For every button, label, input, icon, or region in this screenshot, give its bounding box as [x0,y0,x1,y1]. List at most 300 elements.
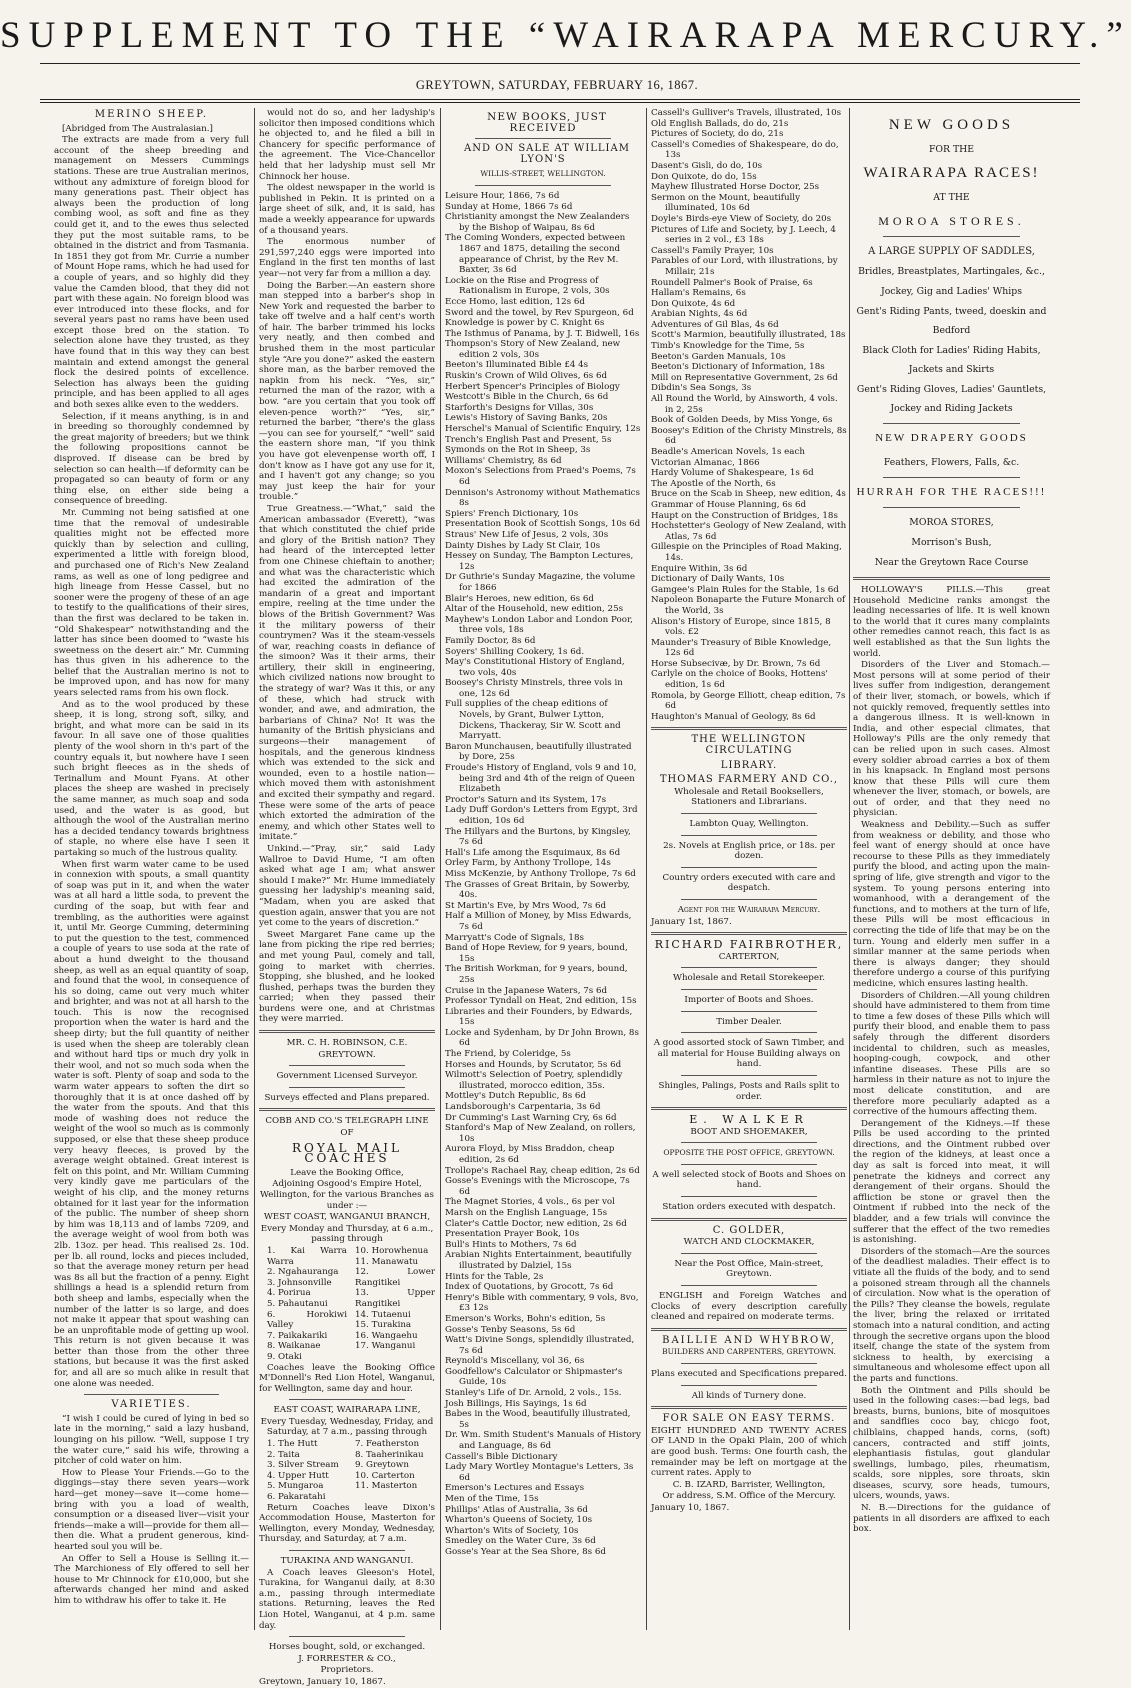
book-item: Marryatt's Code of Signals, 18s [445,932,584,943]
book-item: Cassell's Gulliver's Travels, illustrated, 10s [651,108,842,118]
moroa-heading: MOROA STORES. [878,214,1025,228]
book-item: Christianity amongst the New Zealanders by the Bishop of Waipau, 8s 6d [445,212,630,233]
book-item: Boosey's Edition of the Christy Minstrels, 8s 6d [651,425,847,447]
book-item: Froude's History of England, vols 9 and 10, being 3rd and 4th of the reign of Queen Elizabeth [445,763,637,795]
golder-text: ENGLISH and Foreign Watches and Clocks of every description carefully cleaned and repaired on moderate terms. [651,1291,847,1323]
book-item: Proctor's Saturn and its System, 17s [445,794,607,805]
cobb-west-days: Every Monday and Thursday, at 6 a.m., passing through [260,1223,434,1245]
column-divider [440,108,441,1630]
baillie-trade: BUILDERS AND CARPENTERS, GREYTOWN. [662,1347,836,1357]
varieties-continued [259,108,435,1025]
baillie-ad [651,1336,847,1401]
book-item: Watt's Divine Songs, splendidly illustrated, 7s 6d [445,1335,635,1356]
book-item: Symonds on the Rot in Sheep, 3s [445,445,591,456]
book-item: Beadle's American Novels, 1s each [651,447,805,457]
book-item: The Hillyars and the Burtons, by Kingsley, 7s 6d [445,826,631,848]
book-item: May's Constitutional History of England, two vols, 40s [445,657,625,678]
fairbrother-ad [651,940,847,1102]
book-item: Sunday at Home, 1866 7s 6d [445,201,573,212]
stop-item: 9. Greytown [355,1460,409,1471]
west-return: Coaches leave the Booking Office M'Donnell's Red Lion Hotel, Wanganui, for Wellington, same day and hour. [259,1362,435,1394]
book-item: Parables of our Lord, with illustrations, by Millair, 21s [651,256,838,277]
book-item: Dr. Wm. Smith Student's Manuals of History and Language, 8s 6d [445,1430,641,1452]
library-novels: 2s. Novels at English price, or 18s. per dozen. [663,840,835,862]
paragraph: Disorders of Children.—All young children should have administered to them from time to time a few doses of these Pills which will purify their blood, and enable them to pass safely through the different disorders incidental to children, such as measles, hooping-cough, cowpock, and other infantine diseases. These Pills are so harmless in their nature as not to injure the most delicate constitution, and are therefore more peculiarly adapted as a corrective of the humours affecting them. [853,990,1050,1118]
paragraph: Selection, if it means anything, is in and in breeding so thoroughly condemned by the great majority of breeders; but we think the following propositions cannot be disproved. If disease can be bred by selection so can health—if deformity can be propagated so can beauty of form or any thing else, on either side being a consequence of breeding. [54,411,249,507]
east-stops [259,1439,435,1503]
book-item: Bruce on the Scab in Sheep, new edition, 4s [651,489,846,500]
divider [681,1253,817,1254]
divider [681,1196,817,1197]
book-item: Phillips' Atlas of Australia, 3s 6d [445,1504,588,1515]
column-3 [445,108,641,1630]
east-coast [259,1405,435,1438]
book-item: Beeton's Dictionary of Information, 18s [651,362,825,373]
book-item: Cassell's Comedies of Shakespeare, do do, 13s [651,139,839,161]
paragraph: The enormous number of 291,597,240 eggs were imported into England in the first ten months of last year—not very far from a million a day. [259,237,435,279]
divider [681,1011,817,1012]
book-item: Pictures of Life and Society, by J. Leech, 4 series in 2 vol., £3 18s [651,224,836,246]
library-agent: Agent for the Wairarapa Mercury. [677,904,821,915]
paragraph: The oldest newspaper in the world is published in Pekin. It is printed on a large sheet of silk, and, it is said, has made a weekly appearance for upwards of a thousand years. [259,183,435,236]
cobb-leave: Leave the Booking Office, [290,1167,404,1178]
book-item: Dr Guthrie's Sunday Magazine, the volume for 1866 [445,572,636,593]
book-item: Wilmott's Selection of Poetry, splendidly illustrated, morocco edition, 35s. [445,1070,623,1091]
divider [259,1030,435,1033]
book-item: Don Quixote, 4s 6d [651,298,736,309]
paragraph: Doing the Barber.—An eastern shore man stepped into a barber's shop in New York and requested the barber to take off twelve and a half cent's worth of hair. The barber trimmed his locks very neatly, and then combed and brushed them in the most particular style “Are you done?” asked the eastern shore man, as the barber removed the napkin from his neck. “Yes, sir,” returned the man of the razor, with a bow. “are you certain that you took off eleven-pence worth?” “Yes, sir,” returned the barber, “there's the glass—you can see for yourself,” “well” said the eastern shore man, “if you think you have got elevenpense worth off, I don't know as I have got any use for it, and I haven't got any change; so you may just keep the hair for your trouble.” [259,280,435,503]
book-item: Hallam's Remains, 6s [651,288,746,299]
paragraph: The extracts are made from a very full account of the sheep breeding and management on Messers Cummings stations. These are true Australian merinos, without any admixture of foreign blood for many generations past. Their object has always been the production of long combing wool, as soft and fine as they could get it, and to the ewes thus selected they put the most suitable rams, to be obtained in the district and from Tasmania. In 1851 they got from Mr. Currie a number of Mount Hope rams, which he had used for a couple of years, and so highly did they value the Camden blood, that they did not part with these again. No foreign blood was ever introduced into these flocks, and for several years past no rams have been used except those bred on the station. To selection alone have they trusted, as they have found that in this way they can best maintain and extend amongst the general flock the desired points of excellence. Selection has always been the guiding principle, and has been applied to all ages and both sexes alike even to the wedders. [54,135,249,411]
book-item: Henry's Bible with commentary, 9 vols, 8vo, £3 12s [445,1292,639,1314]
forrester-name: J. FORRESTER & CO., [298,1653,396,1664]
proprietors: Proprietors. [320,1665,374,1676]
book-item: Alison's History of Europe, since 1815, 8 vols. £2 [651,616,831,638]
turakina [259,1556,435,1567]
fairbrother-l1: Wholesale and Retail Storekeeper. [673,973,825,984]
stop-item: 3. Johnsonville [267,1277,332,1288]
fairbrother-l5: Shingles, Palings, Posts and Rails split to order. [658,1080,840,1102]
library-firm: THOMAS FARMERY AND CO., [659,774,839,786]
library-address: Lambton Quay, Wellington. [689,819,809,829]
column-2 [259,108,435,1687]
paragraph: would not do so, and her ladyship's solicitor then imposed conditions which he objected to, and he filed a bill in Chancery for specific performance of the agreement. The Vice-Chancellor held that her ladyship must sell Mr Chinnock her house. [259,108,435,182]
book-item: Old English Ballads, do do, 21s [651,118,789,129]
drapery-heading: NEW DRAPERY GOODS [875,432,1028,444]
baillie-l1: Plans executed and Specifications prepared. [651,1369,847,1379]
divider [289,1399,405,1400]
fairbrother-name: RICHARD FAIRBROTHER, [654,938,844,952]
book-item: Arabian Nights, 4s 6d [651,309,748,320]
book-list-continued [651,108,847,722]
paragraph: Disorders of the stomach—Are the sources of the deadliest maladies. Their effect is to vitiate all the fluids of the body, and to send a poisoned stream through all the channels of circulation. Now what is the operation of the Pills? They cleanse the bowels, regulate the liver, bring the relaxed or irritated stomach into a natural condition, and acting through the secretive organs upon the blood itself, change the state of the system from sickness to health, by exercising a simultaneous and wholesome effect upon all the parts and functions. [853,1246,1050,1384]
east-stops-left [259,1439,347,1503]
library-title-1: THE WELLINGTON CIRCULATING [691,734,807,757]
stop-item: 7. Featherston [355,1439,420,1450]
walker-l2: Station orders executed with despatch. [662,1202,836,1213]
book-item: Babes in the Wood, beautifully illustrated, 5s [445,1409,631,1430]
goods-item: Bridles, Breastplates, Martingales, &c., [858,266,1045,277]
varieties-article [54,1414,249,1607]
divider [681,835,817,836]
book-item: Stanford's Map of New Zealand, on rollers, 10s [445,1123,636,1144]
book-item: Lockie on the Rise and Progress of Rationalism in Europe, 2 vols, 30s [445,275,610,297]
golder-name: C. GOLDER, [712,1224,786,1236]
goods-item: Gent's Riding Pants, tweed, doeskin and Bedford [856,306,1047,336]
sale-footer [651,1480,847,1514]
masthead-rule [40,63,1080,64]
at-the: AT THE [933,192,970,203]
varieties-heading: VARIETIES. [111,1399,192,1411]
book-item: Williams' Chemistry, 8s 6d [445,455,562,466]
book-item: Hochstetter's Geology of New Zealand, with Atlas, 7s 6d [651,521,847,542]
east-stops-right [347,1439,435,1503]
stop-item: 9. Otaki [267,1351,302,1362]
fairbrother-town: CARTERTON, [718,951,780,962]
stop-item: 12. Lower Rangitikei [355,1267,435,1288]
column-1 [54,108,249,1630]
divider [681,867,817,868]
book-item: Libraries and their Founders, by Edwards, 15s [445,1006,633,1028]
supply-line: A LARGE SUPPLY OF SADDLES, [868,246,1035,257]
column-4 [651,108,847,1630]
cobb-royal: ROYAL MAIL COACHES [292,1140,402,1166]
divider [853,577,1050,580]
divider [651,1107,847,1110]
book-item: Hessey on Sunday, The Bampton Lectures, 12s [445,551,634,572]
sale-office: Or address, S.M. Office of the Mercury. [662,1491,836,1502]
book-item: Reynold's Miscellany, vol 36, 6s [445,1356,585,1367]
stop-item: 6. Pakaratahi [267,1492,326,1503]
library-trade: Wholesale and Retail Booksellers, Stationers and Librarians. [674,786,824,808]
book-item: Presentation Prayer Book, 10s [445,1229,580,1240]
robinson-town: GREYTOWN. [318,1049,376,1060]
stop-item: 8. Taaherinikau [355,1449,424,1460]
divider [84,1394,219,1395]
stop-item: 1. Kai Warra Warra [267,1245,347,1267]
divider [259,1108,435,1111]
book-item: Landsborough's Carpentaria, 3s 6d [445,1102,601,1113]
book-item: Romola, by George Elliott, cheap edition, 7s 6d [651,690,846,712]
stop-item: 14. Tutaenui [355,1309,411,1320]
book-item: Hints for the Table, 2s [445,1271,544,1282]
book-item: Wharton's Queens of Society, 10s [445,1515,593,1526]
column-divider [254,108,255,1630]
divider [681,1164,817,1165]
book-item: Dr Cumming's Last Warning Cry, 6s 6d [445,1112,617,1123]
cobb-ad [259,1116,435,1245]
book-item: Goodfellow's Calculator or Shipmaster's Guide, 10s [445,1366,623,1388]
book-item: Dasent's Gisli, do do, 10s [651,160,763,171]
book-item: Mayhew Illustrated Horse Doctor, 25s [651,182,820,193]
paragraph: Derangement of the Kidneys.—If these Pills be used according to the printed directions, and the Ointment rubbed over the region of the kidneys, at least once a day as salt is forced into meat, it will penetrate the kidneys and correct any derangement of their organs. Should the affliction be stone or gravel then the Ointment if rubbed into the neck of the bladder, and a few trials will convince the sufferer that the effect of the two remedies is astonishing. [853,1118,1050,1246]
book-item: Enquire Within, 3s 6d [651,563,748,574]
book-item: Lady Mary Wortley Montague's Letters, 3s 6d [445,1462,634,1483]
book-item: Miss McKenzie, by Anthony Trollope, 7s 6d [445,868,636,879]
book-item: Mayhew's London Labor and London Poor, three vols, 18s [445,614,633,636]
book-item: Scott's Marmion, beautifully illustrated, 18s [651,330,846,341]
masthead-title: SUPPLEMENT TO THE “WAIRARAPA MERCURY.” [0,15,1131,56]
book-item: Clater's Cattle Doctor, new edition, 2s 6d [445,1218,627,1229]
book-item: Adventures of Gil Blas, 4s 6d [651,319,779,330]
book-item: Haughton's Manual of Geology, 8s 6d [651,711,816,722]
new-goods-heading: NEW GOODS [888,117,1015,133]
for-the: FOR THE [928,144,975,155]
book-item: The Isthmus of Panama, by J. T. Bidwell, 16s [445,328,640,339]
column-divider [849,108,850,1630]
stop-item: 11. Manawatu [355,1256,419,1267]
book-item: The British Workman, for 9 years, bound, 25s [445,964,628,985]
paragraph: Disorders of the Liver and Stomach.—Most persons will at some period of their lives suffer from indigestion, derangement of their liver, stomach, or bowels, which if not quickly removed, frequently settles into a dangerous illness. It is well-known in India, and other especial climates, that Holloway's Pills are the only remedy that can be relied upon in such cases. Almost every soldier abroad carries a box of them in his knapsack. In England most persons know that these Pills will cure them whenever the liver, stomach, or bowels, are out of order, and that they need no physician. [853,660,1050,819]
stop-item: 10. Horowhenua [355,1245,429,1256]
book-item: Hardy Volume of Shakespeare, 1s 6d [651,468,814,479]
book-item: Haupt on the Construction of Bridges, 18s [651,510,838,521]
book-item: Smedley on the Water Cure, 3s 6d [445,1536,596,1547]
book-item: Gillespie on the Principles of Road Making, 14s. [651,542,842,563]
book-item: Arabian Nights Entertainment, beautifully illustrated by Dalziel, 15s [445,1250,632,1271]
book-item: Don Quixote, do do, 15s [651,171,757,182]
divider [289,1550,405,1551]
book-item: The Friend, by Coleridge, 5s [445,1049,571,1060]
sale-date: January 10, 1867. [651,1502,730,1513]
sale-ad [651,1414,847,1425]
divider [883,423,1020,424]
walker-name: E. WALKER [689,1113,809,1127]
goods-item: Black Cloth for Ladies' Riding Habits, Jackets and Skirts [862,345,1041,375]
book-item: Orley Farm, by Anthony Trollope, 14s [445,858,611,869]
library-date: January 1st, 1867. [651,916,732,927]
book-item: Wharton's Wits of Society, 10s [445,1525,579,1536]
fairbrother-l3: Timber Dealer. [716,1016,782,1027]
divider [883,236,1020,237]
book-item: Mottley's Dutch Republic, 8s 6d [445,1091,586,1102]
book-item: Stanley's Life of Dr. Arnold, 2 vols., 15s. [445,1388,622,1399]
book-item: Band of Hope Review, for 9 years, bound, 15s [445,943,628,964]
paragraph: True Greatness.—“What,” said the American ambassador (Everett), “was that which constituted the chief pride and glory of the British nation? They had heard of the intercepted letter from one Chinese chieftain to another; and what was the characteristic which had excited the admiration of the mandarin of a great and important empire, reeling at the time under the blows of the British Government? Was it the military powerss of their countrymen? Was it the steam-vessels of war, reaching coasts in defiance of the simoon? Was it their arms, their artillery, their skill in engineering, which civilized nations now brought to the strategy of war? Was it this, or any of these, which had struck with wonder, and awe, and admiration, the barbarians of China? No! It was the humanity of the British physicians and surgeons—their management of hospitals, and the generous kindness which was extended to the sick and wounded, even to a hostile nation—which moved them with astonishment and excited their sympathy and regard. These were some of the arts of peace which extorted the admiration of the enemy, and which other States well to imitate.” [259,503,435,843]
walker-ad [651,1115,847,1213]
book-item: Ecce Homo, last edition, 12s 6d [445,296,585,307]
stop-item: 15. Turakina [355,1320,412,1331]
book-item: Josh Billings, His Sayings, 1s 6d [445,1398,587,1409]
stop-item: 1. The Hutt [267,1439,318,1450]
book-item: The Coming Wonders, expected between 1867 and 1875, detailing the second appearance of Christ, by the Rev M. Baxter, 3s 6d [445,233,626,276]
dateline: GREYTOWN, SATURDAY, FEBRUARY 16, 1867. [415,78,699,92]
book-item: Mill on Representative Government, 2s 6d [651,372,838,383]
stop-item: 11. Masterton [355,1481,418,1492]
divider [681,1032,817,1033]
library-country: Country orders executed with care and despatch. [662,872,836,894]
library-ad [651,735,847,927]
paragraph: An Offer to Sell a House is Selling it.—The Marchioness of Ely offered to sell her house to Mr Chinnock for £10,000, but she afterwards changed her mind and asked him to withdraw his offer to take it. He [54,1553,249,1606]
divider [289,1065,405,1066]
robinson-name: MR. C. H. ROBINSON, C.E. [286,1038,408,1049]
divider [681,989,817,990]
book-item: Lewis's History of Saving Banks, 20s [445,413,608,424]
book-item: The Magnet Stories, 4 vols., 6s per vol [445,1197,615,1208]
robinson-line2: Surveys effected and Plans prepared. [264,1092,430,1103]
book-item: Altar of the Household, new edition, 25s [445,604,624,615]
paragraph: Weakness and Debility.—Such as suffer from weakness or debility, and those who feel want of energy should at once have recourse to these Pills as they immediately purify the blood, and acting upon the main-spring of life, give strength and vigor to the system. To young persons entering into womanhood, with a derangement of the functions, and to mothers at the turn of life, these Pills will be most efficacious in correcting the tide of life that may be on the turn. Young and elderly men suffer in a similar manner at the same periods when there is always danger; they should therefore undergo a course of this purifying medicine, which ensures lasting health. [853,820,1050,989]
book-item: Starforth's Designs for Villas, 30s [445,402,594,413]
merino-heading: MERINO SHEEP. [94,109,209,120]
sale-text: EIGHT HUNDRED AND TWENTY ACRES OF LAND in the Opaki Plain, 200 of which are good bush. Terms: One fourth cash, the remainder may be left on mortgage at the current rates. Apply to [651,1425,847,1479]
stop-item: 2. Taita [267,1449,300,1460]
horses-line: Horses bought, sold, or exchanged. [268,1642,426,1653]
book-item: Straus' New Life of Jesus, 2 vols, 30s [445,529,609,540]
east-return: Return Coaches leave Dixon's Accommodation House, Masterton for Wellington, every Monday, Wednesday, Thursday, and Saturday, at 7 a.m. [259,1502,435,1545]
golder-ad [651,1226,847,1286]
paragraph: How to Please Your Friends.—Go to the diggings—stay there seven years—work hard—get money—save it—come home—bring with you a load of wealth, consumption or a diseased liver—visit your friends—make a will—provide for them all—then die. What a prudent generous, kind-hearted soul you will be. [54,1467,249,1552]
golder-trade: WATCH AND CLOCKMAKER, [683,1237,815,1248]
dateline-rule-lower [40,102,1080,103]
races-heading: WAIRARAPA RACES! [863,165,1040,181]
stop-item: 7. Paikakariki [267,1330,328,1341]
divider [475,138,611,139]
divider [289,1087,405,1088]
baillie-name: BAILLIE AND WHYBROW, [662,1334,836,1346]
divider [681,813,817,814]
goods-item: Gent's Riding Gloves, Ladies' Gauntlets, Jockey and Riding Jackets [856,384,1047,414]
stop-item: 6. Horokiwi Valley [267,1309,347,1331]
book-item: Dictionary of Daily Wants, 10s [651,574,785,585]
book-item: Dennison's Astronomy without Mathematics 8s [445,487,640,509]
books-title-1: NEW BOOKS, JUST RECEIVED [487,111,607,134]
book-item: Spiers' French Dictionary, 10s [445,508,579,519]
goods-item: Jockey, Gig and Ladies' Whips [880,286,1022,297]
walker-trade: BOOT AND SHOEMAKER, [690,1126,808,1137]
stop-item: 13. Upper Rangitikei [355,1288,435,1309]
golder-address: Near the Post Office, Main-street, Greytown. [674,1258,824,1280]
west-stops-left [259,1246,347,1363]
morrisons-bush: Morrison's Bush, [911,537,992,548]
stop-item: 2. Ngahauranga [267,1267,339,1278]
book-item: Dainty Dishes by Lady St Clair, 10s [445,540,601,551]
paragraph: Unkind.—“Pray, sir,” said Lady Wallroe to David Hume, “I am often asked what age I am; what answer should I make?” Mr. Hume immediately guessing her ladyship's meaning said, “Madam, when you are asked that question again, answer that you are not yet come to the years of discretion.” [259,843,435,929]
cobb-title: COBB AND CO.'S TELEGRAPH LINE [265,1116,429,1127]
book-item: Napoleon Bonaparte the Future Monarch of the World, 3s [651,595,846,616]
turakina-heading: TURAKINA AND WANGANUI. [280,1556,414,1566]
book-item: Maunder's Treasury of Bible Knowledge, 12s 6d [651,637,832,659]
stop-item: 5. Pahautanui [267,1298,328,1309]
divider [681,967,817,968]
book-item: The Grasses of Great Britain, by Sowerby, 40s. [445,879,630,901]
book-item: Thompson's Story of New Zealand, new edition 2 vols, 30s [445,339,621,360]
robinson-ad [259,1038,435,1103]
stop-item: 3. Silver Stream [267,1460,339,1471]
book-item: Blair's Heroes, new edition, 6s 6d [445,593,594,604]
book-item: Gosse's Tenby Seasons, 5s 6d [445,1324,576,1335]
cobb-adjoining: Adjoining Osgood's Empire Hotel, Wellington, for the various Branches as under :— [260,1179,434,1211]
book-item: Marsh on the English Language, 15s [445,1207,608,1218]
fairbrother-l2: Importer of Boots and Shoes. [684,994,814,1005]
baillie-l2: All kinds of Turnery done. [691,1390,807,1401]
dateline-rule [40,99,1080,100]
stop-item: 8. Waikanae [267,1341,321,1352]
column-divider [646,108,647,1630]
sale-agent: C. B. IZARD, Barrister, Wellington, [672,1479,826,1490]
books-title-2: AND ON SALE AT WILLIAM LYON'S [464,143,630,165]
book-item: Family Doctor, 8s 6d [445,635,536,646]
book-item: Locke and Sydenham, by Dr John Brown, 8s 6d [445,1027,639,1049]
cobb-west-heading: WEST COAST, WANGANUI BRANCH, [263,1212,431,1223]
book-item: Hall's Life among the Esquimaux, 8s 6d [445,847,621,858]
book-item: Dibdin's Sea Songs, 3s [651,383,752,394]
book-item: Sermon on the Mount, beautifully illuminated, 10s 6d [651,192,800,214]
column-5 [853,108,1050,1630]
stop-item: 16. Wangaehu [355,1330,418,1341]
stop-item: 10. Carterton [355,1470,415,1481]
book-item: Leisure Hour, 1866, 7s 6d [445,190,560,201]
book-item: Timb's Knowledge for the Time, 5s [651,341,805,352]
book-list [445,191,641,1558]
book-item: Sword and the towel, by Rev Spurgeon, 6d [445,307,634,318]
book-item: Herschel's Manual of Scientific Enquiry, 12s [445,424,641,435]
walker-opp: OPPOSITE THE POST OFFICE, GREYTOWN. [663,1148,835,1158]
merino-article [54,135,249,1389]
cobb-east-heading: EAST COAST, WAIRARAPA LINE, [273,1405,421,1416]
book-item: Grammar of House Planning, 6s 6d [651,499,807,510]
divider [681,1075,817,1076]
drapery-items: Feathers, Flowers, Falls, &c. [883,457,1020,468]
divider [883,477,1020,478]
book-item: Professor Tyndall on Heat, 2nd edition, 15s [445,996,637,1007]
book-item: Cassell's Family Prayer, 10s [651,245,774,256]
book-item: Gosse's Year at the Sea Shore, 8s 6d [445,1546,606,1557]
book-item: Pictures of Society, do do, 21s [651,129,784,140]
cobb-footer [259,1642,435,1687]
book-item: Cassell's Bible Dictionary [445,1451,558,1462]
book-item: Men of the Time, 15s [445,1494,539,1504]
divider [681,1363,817,1364]
book-item: Emerson's Lectures and Essays [445,1483,585,1494]
book-item: Book of Golden Deeds, by Miss Yonge, 6s [651,415,833,426]
divider [651,1406,847,1409]
paragraph: HOLLOWAY'S PILLS.—This great Household Medicine ranks amongst the leading necessaries of life. It is well known to the world that it cures many complaints other remedies cannot reach, this fact is as well established as that the Sun lights the world. [853,585,1050,659]
west-stops [259,1246,435,1363]
book-item: Presentation Book of Scottish Songs, 10s 6d [445,519,641,530]
book-item: Aurora Floyd, by Miss Braddon, cheap edition, 2s 6d [445,1144,615,1165]
book-item: Victorian Almanac, 1866 [651,457,760,468]
hurrah-heading: HURRAH FOR THE RACES!!! [856,486,1047,498]
divider [681,1142,817,1143]
paragraph: And as to the wool produced by these sheep, it is long, strong soft, silky, and bright, and what more can be said in its favour. In all save one of those qualities plenty of the wool shorn in th's part of the country equals it, but nowhere have I seen such bright fleeces as in the sheds of Terinallum and Mount Fyans. At other places the sheep are washed in precisely the same manner, as much soap and soda used, and the water is as good, but although the wool of the Australian merino has a decided tendancy towards brightness of staple, no where else have I seen it partaking so much of the lustrous quality. [54,699,249,858]
divider [651,932,847,935]
book-item: Beeton's Garden Manuals, 10s [651,351,786,362]
stop-item: 5. Mungaroa [267,1481,324,1492]
book-item: Baron Munchausen, beautifully illustrated by Dore, 25s [445,741,632,763]
divider [289,1636,405,1637]
divider [883,507,1020,508]
paragraph: N. B.—Directions for the guidance of patients in all disorders are affixed to each box. [853,1503,1050,1535]
fairbrother-l4: A good assorted stock of Sawn Timber, and all material for House Building always on hand. [653,1038,845,1070]
book-item: The Apostle of the North, 6s [651,478,776,489]
divider [475,185,611,186]
stop-item: 17. Wanganui [355,1341,416,1352]
stop-item: 4. Porirua [267,1288,311,1299]
book-item: All Round the World, by Ainsworth, 4 vols. in 2, 25s [651,394,838,415]
book-item: Westcott's Bible in the Church, 6s 6d [445,392,609,403]
divider [681,1285,817,1286]
divider [681,1385,817,1386]
book-item: Moxon's Selections from Praed's Poems, 7s 6d [445,466,636,487]
robinson-line1: Government Licensed Surveyor. [276,1071,418,1082]
book-item: Horses and Hounds, by Scrutator, 5s 6d [445,1059,622,1070]
moroa-stores: MOROA STORES, [909,517,994,528]
sale-heading: FOR SALE ON EASY TERMS. [662,1413,836,1425]
book-item: Lady Duff Gordon's Letters from Egypt, 3rd edition, 10s 6d [445,805,638,826]
near-race-course: Near the Greytown Race Course [874,557,1029,568]
races-ad [853,116,1050,572]
